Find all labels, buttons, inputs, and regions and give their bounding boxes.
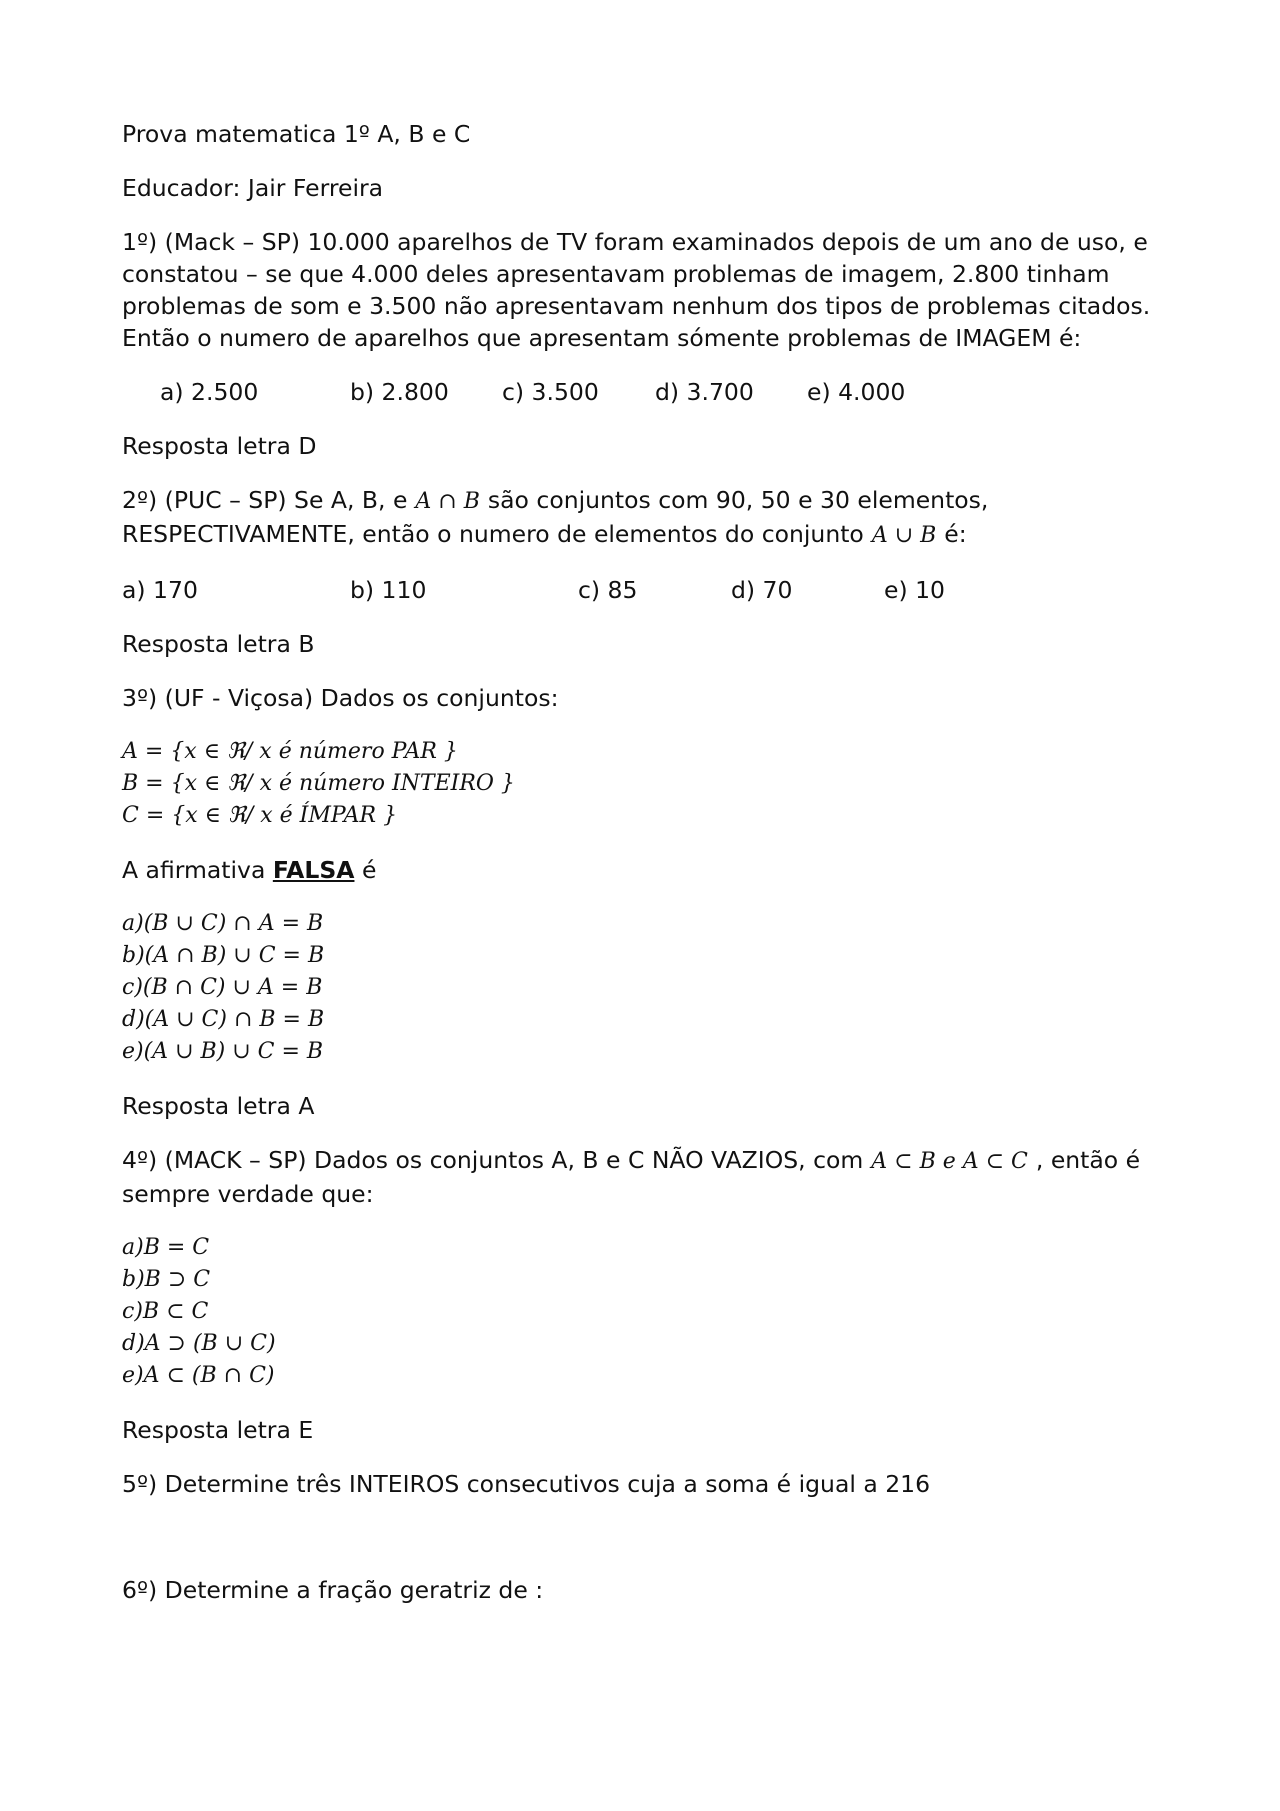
exam-title: Prova matematica 1º A, B e C [122,120,471,148]
question-3-text: 3º) (UF - Viçosa) Dados os conjuntos: [122,684,559,712]
subset-expression: A ⊂ B e A ⊂ C [871,1149,1028,1174]
q4-option-e: e)A ⊂ (B ∩ C) [122,1363,275,1388]
q1-option-e: e) 4.000 [807,378,906,406]
educator-line: Educador: Jair Ferreira [122,174,384,202]
q2-option-d: d) 70 [731,576,793,604]
q4-option-c: c)B ⊂ C [122,1299,209,1324]
q3-option-a: a)(B ∪ C) ∩ A = B [122,911,324,936]
q1-option-c: c) 3.500 [502,378,599,406]
q4-option-d: d)A ⊃ (B ∪ C) [122,1331,276,1356]
intersection-expression: A ∩ B [415,489,480,514]
document-page [122,118,1182,1606]
q3-option-b: b)(A ∩ B) ∪ C = B [122,943,325,968]
question-4-options [122,1232,1182,1392]
question-3-prompt: A afirmativa FALSA é [122,856,377,884]
q2-option-b: b) 110 [350,576,427,604]
q2-option-e: e) 10 [884,576,945,604]
q4-option-a: a)B = C [122,1235,210,1260]
set-b-definition: B = {x ∈ ℜ/ x é número INTEIRO } [122,771,515,796]
union-expression: A ∪ B [871,523,937,548]
question-5-text: 5º) Determine três INTEIROS consecutivos cuja a soma é igual a 216 [122,1470,931,1498]
q1-option-a: a) 2.500 [160,378,259,406]
q1-option-b: b) 2.800 [350,378,449,406]
question-3-options [122,908,1182,1068]
set-a-definition: A = {x ∈ ℜ/ x é número PAR } [122,739,458,764]
question-4-text: 4º) (MACK – SP) Dados os conjuntos A, B e C NÃO VAZIOS, com A ⊂ B e A ⊂ C , então é sempre verdade que: [122,1146,1141,1208]
q3-option-e: e)(A ∪ B) ∪ C = B [122,1039,324,1064]
question-2-options [122,574,1182,606]
falsa-keyword: FALSA [272,856,355,884]
set-c-definition: C = {x ∈ ℜ/ x é ÍMPAR } [122,803,398,828]
question-3-answer: Resposta letra A [122,1092,315,1120]
question-1-options [122,376,1182,408]
q3-option-d: d)(A ∪ C) ∩ B = B [122,1007,325,1032]
question-2-answer: Resposta letra B [122,630,315,658]
question-6-text: 6º) Determine a fração geratriz de : [122,1576,544,1604]
q2-option-c: c) 85 [578,576,638,604]
question-1-answer: Resposta letra D [122,432,317,460]
q4-option-b: b)B ⊃ C [122,1267,211,1292]
question-1-text: 1º) (Mack – SP) 10.000 aparelhos de TV foram examinados depois de um ano de uso, e constatou – se que 4.000 deles apresentavam problemas de imagem, 2.800 tinham problemas de som e 3.500 não apresentavam nenhum dos tipos de problemas citados. Então o numero de aparelhos que apresentam sómente problemas de IMAGEM é: [122,228,1151,352]
q3-option-c: c)(B ∩ C) ∪ A = B [122,975,323,1000]
set-definitions [122,736,1182,832]
q2-option-a: a) 170 [122,576,198,604]
q1-option-d: d) 3.700 [655,378,754,406]
question-2-text: 2º) (PUC – SP) Se A, B, e A ∩ B são conjuntos com 90, 50 e 30 elementos, RESPECTIVAMENTE, então o numero de elementos do conjunto A ∪ B é: [122,486,989,548]
question-4-answer: Resposta letra E [122,1416,314,1444]
